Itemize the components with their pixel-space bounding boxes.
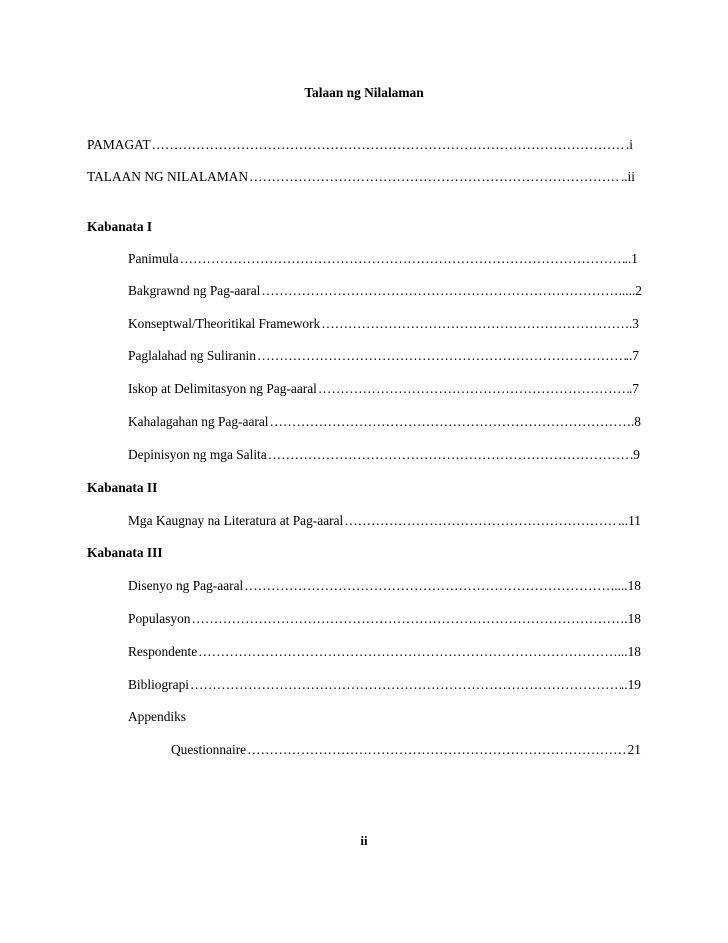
toc-entry-label: Questionnaire [171,742,247,757]
toc-leader [190,676,621,694]
toc-entry-page: .....18 [610,578,641,593]
toc-entry-label: Populasyon [128,611,191,626]
toc-entry [128,282,642,300]
chapter-heading: Kabanata I [87,219,153,234]
toc-entry [128,315,639,333]
toc-entry-page: .i [625,137,633,152]
toc-entry [128,380,639,398]
toc-entry-page: .9 [629,447,640,462]
toc-entry-pamagat [87,136,633,154]
toc-entry [128,643,641,661]
toc-entry [128,347,639,365]
toc-leader [261,282,618,300]
toc-entry-page: ...18 [617,644,641,659]
toc-entry-page: ..ii [620,169,635,184]
toc-leader [152,136,626,154]
toc-leader [257,347,626,365]
toc-entry [128,512,641,530]
toc-entry-label: TALAAN NG NILALAMAN [87,169,249,184]
toc-entry-page: ..19 [620,677,641,692]
toc-entry-page: 21 [627,742,641,757]
toc-leader [268,446,630,464]
toc-entry-label: Bakgrawnd ng Pag-aaral [128,283,261,298]
toc-entry-label: Mga Kaugnay na Literatura at Pag-aaral [128,513,344,528]
toc-entry-page: .....2 [618,283,642,298]
toc-entry [128,676,641,694]
toc-entry [128,610,641,628]
toc-entry-label: Bibliograpi [128,677,189,692]
toc-entry [128,446,640,464]
toc-leader [244,577,611,595]
toc-entry [128,250,638,268]
toc-leader [180,250,625,268]
toc-entry-label: Kahalagahan ng Pag-aaral [128,414,269,429]
toc-leader [344,512,618,530]
toc-entry-label: Iskop at Delimitasyon ng Pag-aaral [128,381,317,396]
toc-entry-page: ..1 [624,251,638,266]
toc-entry-label: Paglalahad ng Suliranin [128,348,256,363]
toc-leader [247,741,627,759]
toc-entry-label: Depinisyon ng mga Salita [128,447,267,462]
toc-entry-page: .7 [628,381,639,396]
toc-entry-label: Respondente [128,644,198,659]
toc-entry-label: PAMAGAT [87,137,151,152]
chapter-heading: Kabanata II [87,480,158,495]
page-number: ii [360,833,368,848]
toc-entry-page: .18 [624,611,641,626]
toc-entry-page: .8 [630,414,641,429]
toc-entry [128,413,641,431]
toc-entry-label: Disenyo ng Pag-aaral [128,578,244,593]
chapter-heading: Kabanata III [87,545,163,560]
toc-leader [192,610,625,628]
toc-leader [270,413,631,431]
page-title: Talaan ng Nilalaman [304,85,424,100]
toc-leader [321,315,629,333]
toc-entry [128,577,641,595]
toc-entry-page: ..7 [625,348,639,363]
toc-leader [198,643,617,661]
appendix-heading: Appendiks [128,709,187,724]
toc-entry-page: ...11 [618,513,641,528]
toc-entry-label: Panimula [128,251,179,266]
toc-entry-page: .3 [628,316,639,331]
toc-leader [249,168,621,186]
toc-entry [171,741,641,759]
toc-entry-talaan [87,168,635,186]
toc-leader [318,380,629,398]
toc-entry-label: Konseptwal/Theoritikal Framework [128,316,321,331]
